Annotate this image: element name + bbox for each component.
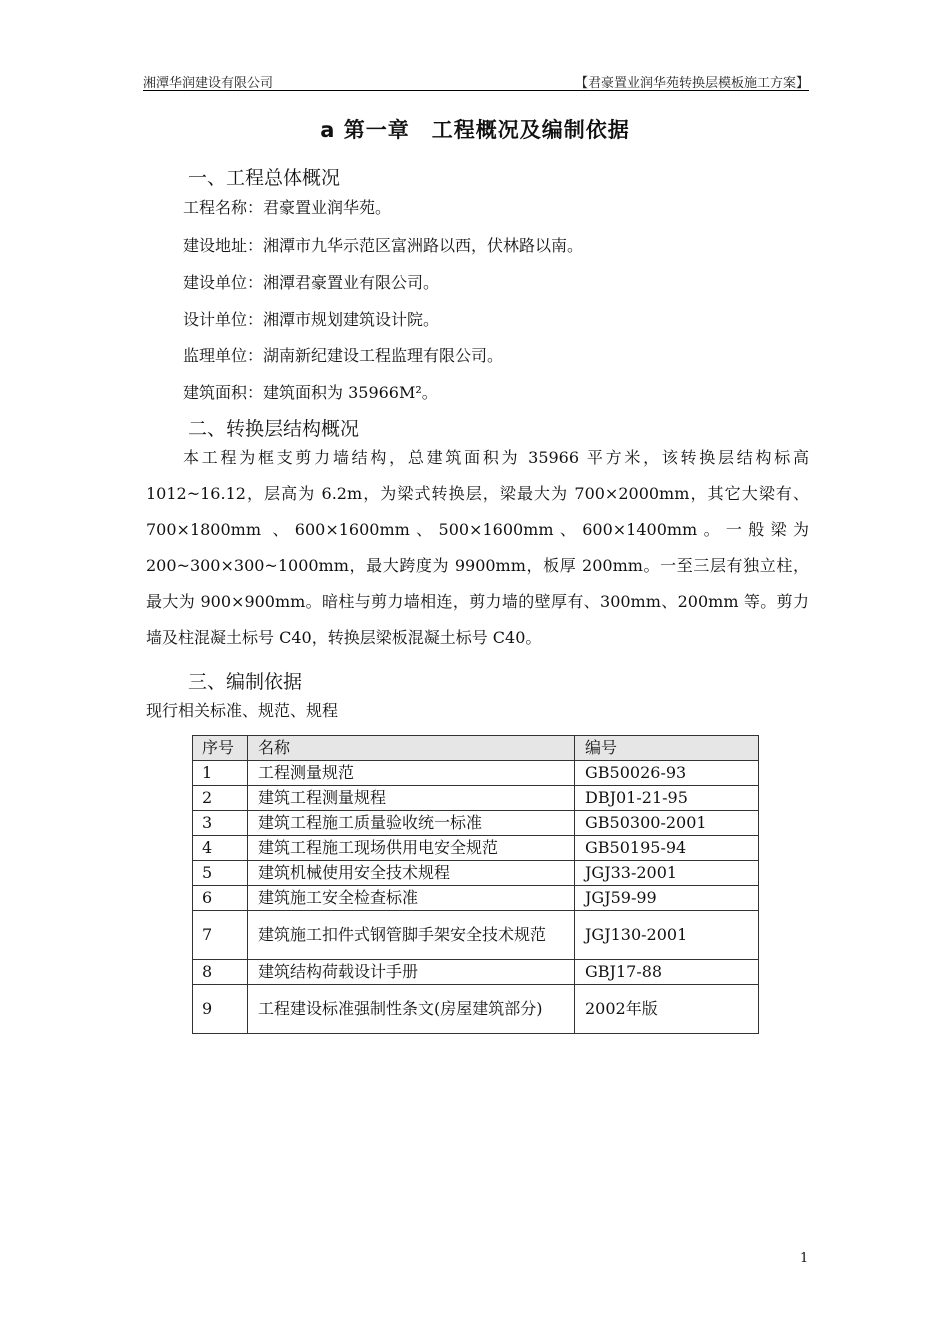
row-name: 建筑施工扣件式钢管脚手架安全技术规范 (248, 911, 575, 960)
row-name: 建筑结构荷载设计手册 (248, 960, 575, 985)
row-name: 建筑机械使用安全技术规程 (248, 861, 575, 886)
table-row (193, 960, 759, 985)
column-header-number: 序号 (193, 736, 248, 761)
row-code: DBJ01-21-95 (575, 786, 759, 811)
chapter-title: a 第一章 工程概况及编制依据 (320, 118, 630, 142)
page-header (143, 70, 809, 91)
row-name: 工程测量规范 (248, 761, 575, 786)
structure-paragraph: 本工程为框支剪力墙结构，总建筑面积为 35966 平方米，该转换层结构标高 1012~16.12，层高为 6.2m，为梁式转换层，梁最大为 700×2000mm，其它大梁有、700×1800mm 、600×1600mm、500×1600mm、600×1400mm。一般梁为 200~300×300~1000mm，最大跨度为 9900mm，板厚 200mm。一至三层有独立柱，最大为 900×900mm。暗柱与剪力墙相连，剪力墙的壁厚有、300mm、200mm 等。剪力墙及柱混凝土标号 C40，转换层梁板混凝土标号 C40。 (146, 448, 809, 647)
table-row (193, 911, 759, 960)
column-header-name: 名称 (248, 736, 575, 761)
standards-intro: 现行相关标准、规范、规程 (146, 701, 339, 720)
row-code: JGJ33-2001 (575, 861, 759, 886)
table-row (193, 985, 759, 1034)
row-number: 7 (193, 911, 248, 960)
row-code: JGJ130-2001 (575, 911, 759, 960)
row-code: GB50195-94 (575, 836, 759, 861)
row-code: GB50026-93 (575, 761, 759, 786)
row-code: GBJ17-88 (575, 960, 759, 985)
row-number: 9 (193, 985, 248, 1034)
row-number: 6 (193, 886, 248, 911)
row-number: 8 (193, 960, 248, 985)
section1-heading: 一、工程总体概况 (188, 167, 341, 189)
project-name-line: 工程名称：君豪置业润华苑。 (183, 198, 392, 217)
row-code: 2002年版 (575, 985, 759, 1034)
row-code: JGJ59-99 (575, 886, 759, 911)
page-number: 1 (800, 1251, 809, 1266)
row-number: 2 (193, 786, 248, 811)
row-number: 1 (193, 761, 248, 786)
table-row (193, 861, 759, 886)
section2-heading: 二、转换层结构概况 (188, 418, 360, 440)
header-company: 湘潭华润建设有限公司 (143, 76, 274, 91)
supervisor-line: 监理单位：湖南新纪建设工程监理有限公司。 (183, 346, 504, 365)
table-header-row (193, 736, 759, 761)
section3-heading: 三、编制依据 (188, 671, 303, 693)
table-row (193, 886, 759, 911)
column-header-code: 编号 (575, 736, 759, 761)
row-number: 3 (193, 811, 248, 836)
floor-area-line: 建筑面积：建筑面积为 35966M²。 (183, 383, 438, 402)
table-row (193, 761, 759, 786)
row-name: 建筑工程施工现场供用电安全规范 (248, 836, 575, 861)
designer-line: 设计单位：湘潭市规划建筑设计院。 (183, 310, 440, 329)
standards-table (192, 735, 759, 1034)
row-code: GB50300-2001 (575, 811, 759, 836)
table-row (193, 836, 759, 861)
project-address-line: 建设地址：湘潭市九华示范区富洲路以西，伏林路以南。 (183, 236, 584, 255)
table-row (193, 786, 759, 811)
header-document-title: 【君豪置业润华苑转换层模板施工方案】 (574, 76, 809, 91)
row-name: 建筑工程施工质量验收统一标准 (248, 811, 575, 836)
row-name: 建筑工程测量规程 (248, 786, 575, 811)
table-row (193, 811, 759, 836)
builder-line: 建设单位：湘潭君豪置业有限公司。 (183, 273, 440, 292)
row-number: 4 (193, 836, 248, 861)
row-name: 建筑施工安全检查标准 (248, 886, 575, 911)
row-name: 工程建设标准强制性条文(房屋建筑部分) (248, 985, 575, 1034)
row-number: 5 (193, 861, 248, 886)
